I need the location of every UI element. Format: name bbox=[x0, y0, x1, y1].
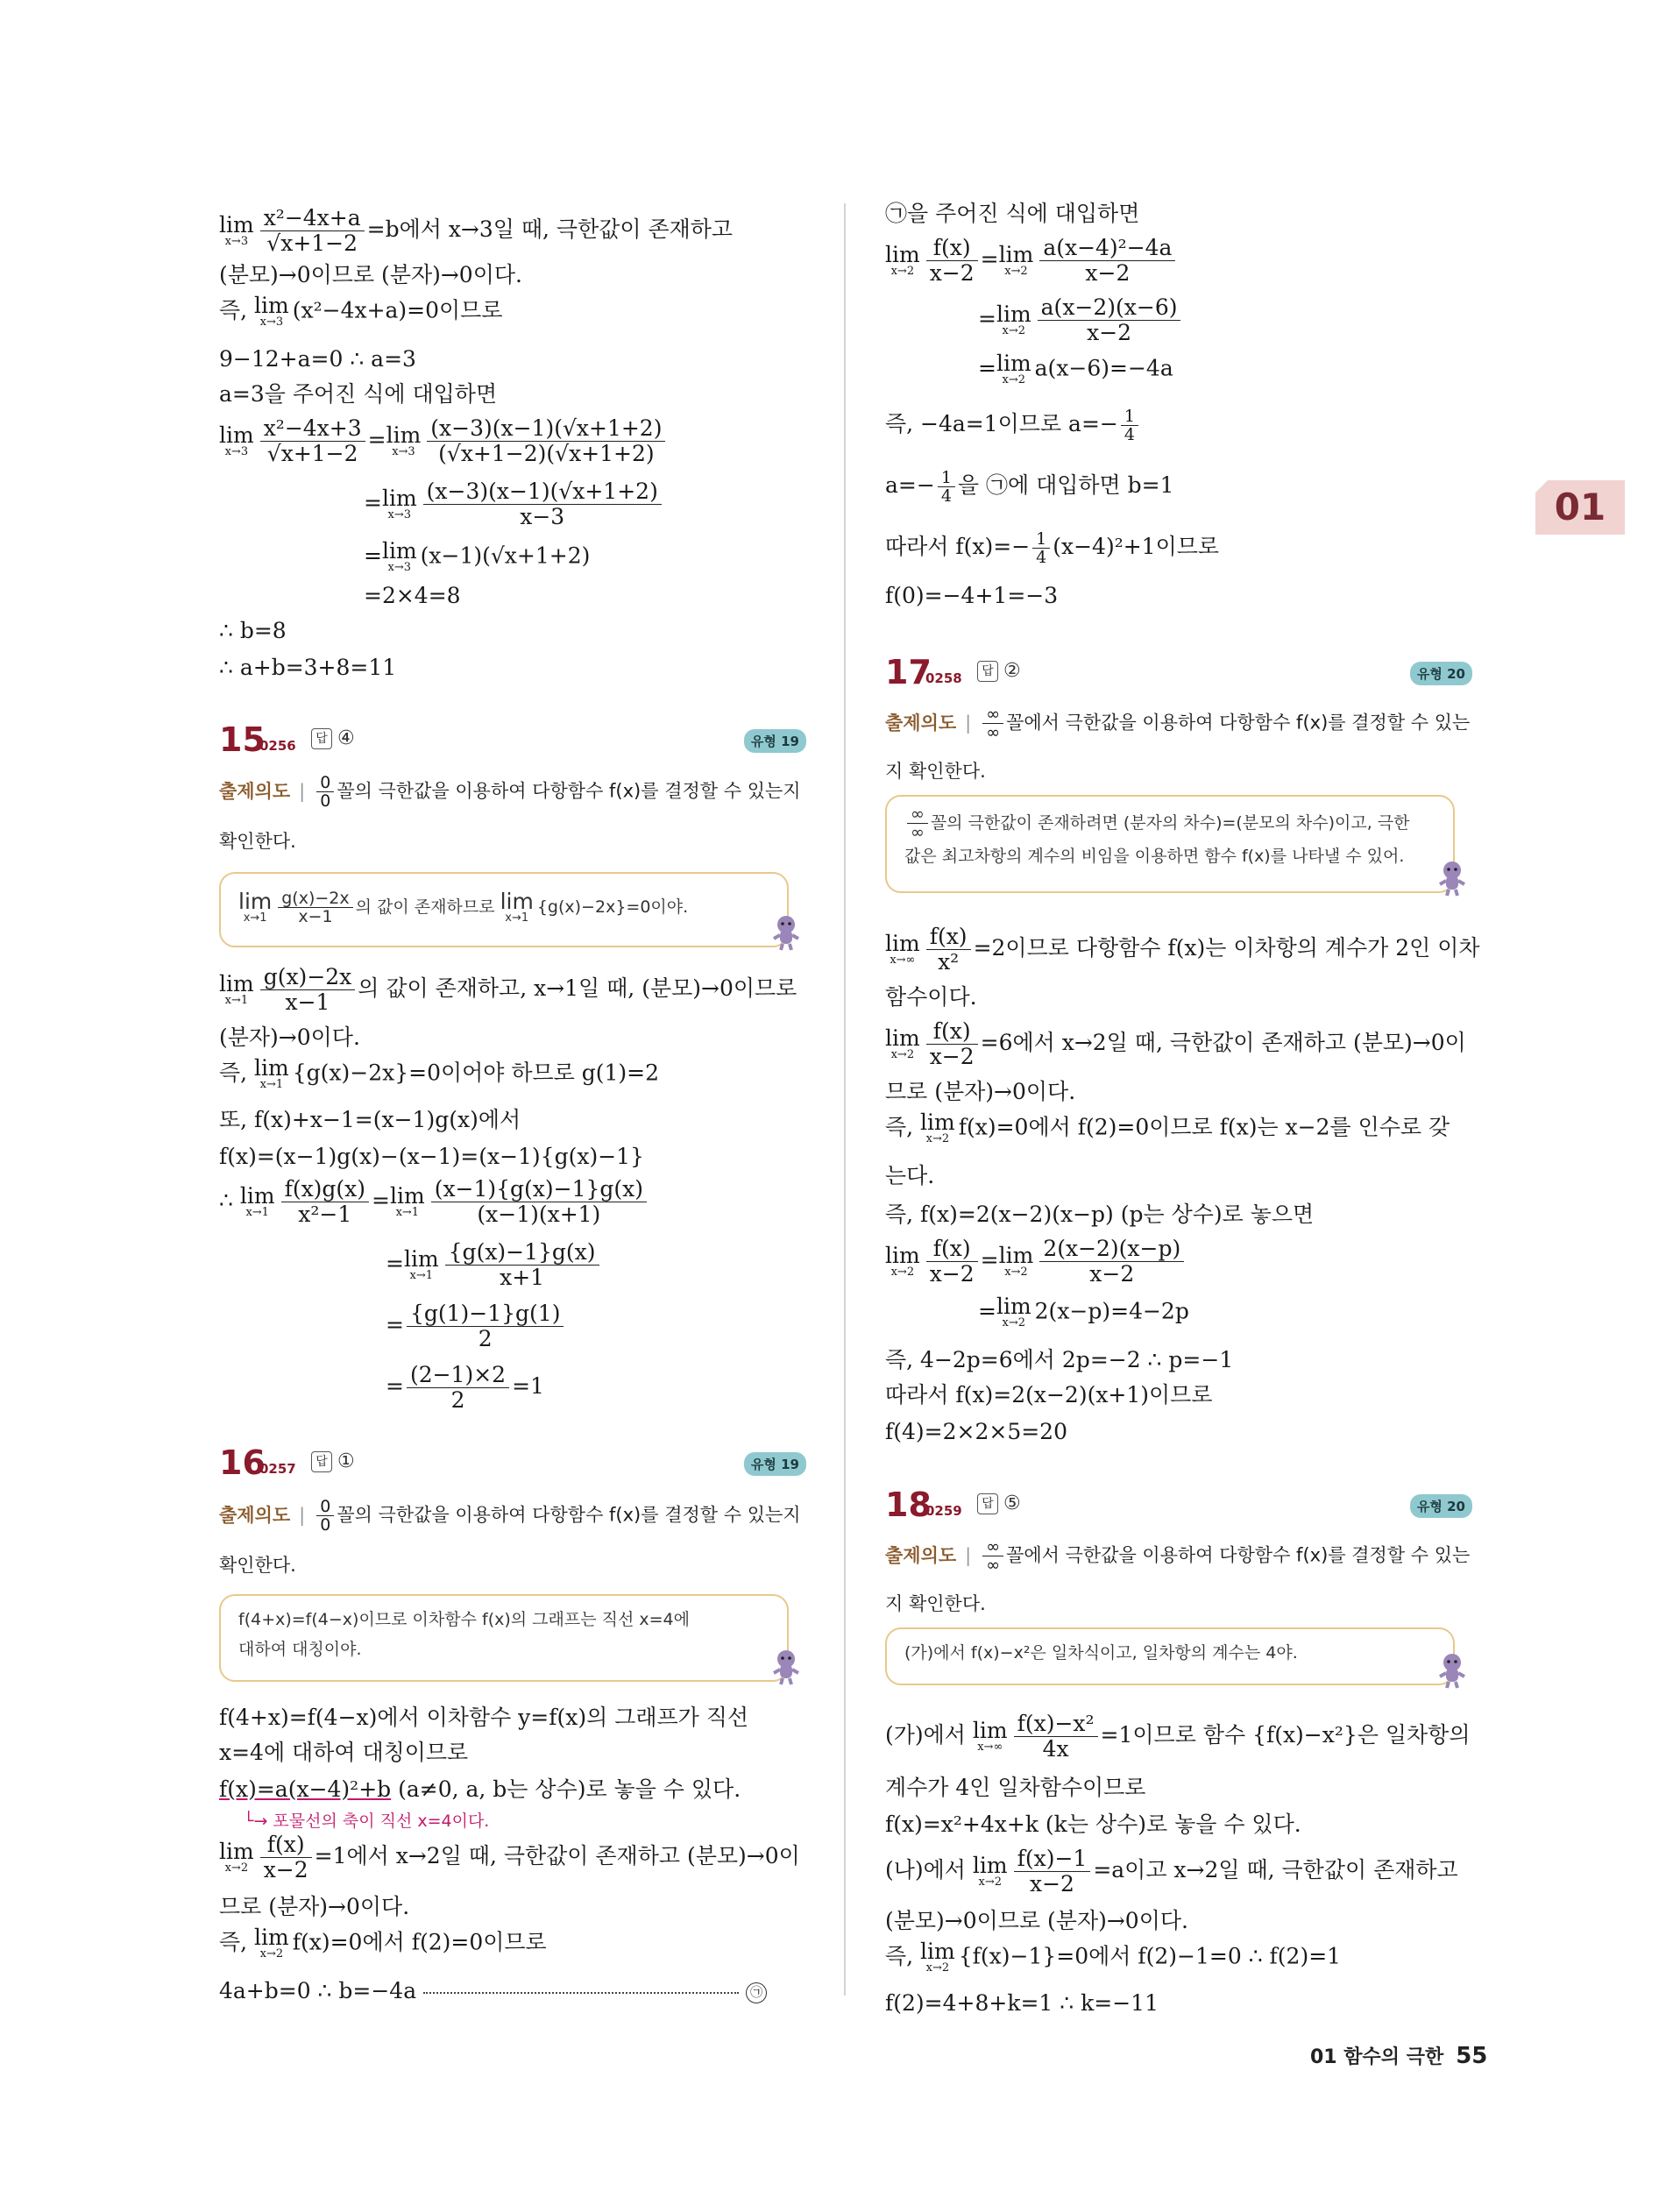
p17-line-5: 즉, lim x→2 f(x)=0에서 f(2)=0이므로 f(x)는 x−2를 인수로 갖 bbox=[885, 1110, 1450, 1145]
p16-line-6: 즉, lim x→2 f(x)=0에서 f(2)=0이므로 bbox=[219, 1925, 547, 1960]
problem-code: 0258 bbox=[925, 670, 962, 686]
p15-intent-2: 확인한다. bbox=[219, 831, 296, 852]
type-badge: 유형 20 bbox=[1410, 662, 1472, 685]
p15-line-3: 즉, lim x→1 {g(x)−2x}=0이어야 하므로 g(1)=2 bbox=[219, 1055, 660, 1091]
answer: 답 ① bbox=[311, 1450, 355, 1472]
p16-line-7: 4a+b=0 ∴ b=−4a ㉠ bbox=[219, 1976, 806, 2006]
p18-line-1: (가)에서 lim x→∞ $\frac{\text{f(x)−x²}}{4x}$ =1이므로 함수 {f(x)−x²}은 일차항의 bbox=[885, 1711, 1471, 1762]
p18-line-2: 계수가 4인 일차함수이므로 bbox=[885, 1775, 1146, 1800]
page-number: 55 bbox=[1456, 2043, 1488, 2069]
p14-line-5: a=3을 주어진 식에 대입하면 bbox=[219, 381, 498, 407]
page-footer bbox=[1310, 2042, 1487, 2069]
p18-intent: 출제의도 | $\frac{\infty}{\infty}$ 꼴에서 극한값을 이용하여 다항함수 f(x)를 결정할 수 있는 bbox=[885, 1537, 1471, 1575]
p15-line-2: (분자)→0이다. bbox=[219, 1025, 360, 1050]
p16-note: └→ 포물선의 축이 직선 x=4이다. bbox=[244, 1812, 490, 1831]
p17-line-3: lim x→2 $\frac{f(x)}{x-2}$ =6에서 x→2일 때, 극한값이 존재하고 (분모)→0이 bbox=[885, 1018, 1466, 1069]
p15-line-8: = $\frac{\{g(1)-1\}g(1)}{2}$ bbox=[386, 1301, 566, 1351]
problem-number: 15 bbox=[219, 720, 266, 759]
p18-line-5: (분모)→0이므로 (분자)→0이다. bbox=[885, 1908, 1188, 1933]
p16c-line-8: f(0)=−4+1=−3 bbox=[885, 583, 1059, 608]
p18-header bbox=[885, 1485, 1472, 1529]
p17-line-1: lim x→∞ $\frac{f(x)}{\text{x²}}$ =2이므로 다항함수 f(x)는 이차항의 계수가 2인 이차 bbox=[885, 924, 1480, 975]
p17-hint-box: $\frac{\infty}{\infty}$ 꼴의 극한값이 존재하려면 (분자의 차수)=(분모의 차수)이고, 극한 값은 최고차항의 계수의 비임을 이용하면 함수 f(x)를 나타낼 수 있어. bbox=[885, 795, 1455, 893]
p14-line-6: lim x→3 $\frac{\text{x²−4x+3}}{√x+1-2}$ = lim x→3 $\frac{(x-3)(x-1)(√x+1+2)}{(√x+1-2)(√x+1+2)}$ bbox=[219, 416, 668, 466]
limit: lim x→3 bbox=[219, 211, 254, 248]
p16c-line-1: ㉠을 주어진 식에 대입하면 bbox=[885, 201, 1140, 226]
p15-header bbox=[219, 720, 806, 764]
type-badge: 유형 20 bbox=[1410, 1494, 1472, 1518]
p16c-line-6: a=− $\frac{1}{4}$ 을 ㉠에 대입하면 b=1 bbox=[885, 468, 1174, 506]
p14-line-9: =2×4=8 bbox=[364, 583, 461, 608]
p18-line-4: (나)에서 lim x→2 $\frac{f(x)-1}{x-2}$ =a이고 x→2일 때, 극한값이 존재하고 bbox=[885, 1846, 1458, 1897]
column-divider bbox=[844, 203, 846, 1996]
p17-line-4: 므로 (분자)→0이다. bbox=[885, 1079, 1076, 1104]
p14-line-8: = lim x→3 (x−1)(√x+1+2) bbox=[364, 538, 591, 574]
p16c-line-4: = lim x→2 a(x−6)=−4a bbox=[978, 351, 1173, 386]
problem-number: 16 bbox=[219, 1443, 266, 1482]
p17-line-10: 즉, 4−2p=6에서 2p=−2 ∴ p=−1 bbox=[885, 1347, 1234, 1372]
p16c-line-7: 따라서 f(x)=− $\frac{1}{4}$ (x−4)²+1이므로 bbox=[885, 529, 1220, 567]
p17-header bbox=[885, 653, 1472, 697]
type-badge: 유형 19 bbox=[744, 729, 806, 753]
mascot-icon bbox=[1439, 1652, 1465, 1689]
problem-code: 0257 bbox=[259, 1461, 296, 1477]
chapter-tab: 01 bbox=[1535, 480, 1625, 535]
p17-intent: 출제의도 | $\frac{\infty}{\infty}$ 꼴에서 극한값을 이용하여 다항함수 f(x)를 결정할 수 있는 bbox=[885, 705, 1471, 742]
p14-line-10: ∴ b=8 bbox=[219, 618, 287, 643]
p16c-line-5: 즉, −4a=1이므로 a=− $\frac{1}{4}$ bbox=[885, 408, 1141, 443]
p15-hint-box: lim x→1 $\frac{g(x)-2x}{x-1}$ 의 값이 존재하므로 lim x→1 {g(x)−2x}=0이야. bbox=[219, 872, 789, 947]
p16-intent: 출제의도 | $\frac{0}{0}$ 꼴의 극한값을 이용하여 다항함수 f(x)를 결정할 수 있는지 bbox=[219, 1497, 801, 1535]
p14-line-1: lim x→3 $\frac{\text{x²−4x+a}}{√x+1-2}$ =b에서 x→3일 때, 극한값이 존재하고 bbox=[219, 205, 734, 256]
p15-line-6: ∴ lim x→1 $\frac{f(x)g(x)}{\text{x²−1}}$ = lim x→1 $\frac{(x-1)\{g(x)-1\}g(x)}{(x-1)(x+1)}$ bbox=[219, 1177, 649, 1227]
footer-title: 01 함수의 극한 bbox=[1310, 2046, 1444, 2068]
mascot-icon bbox=[773, 1648, 799, 1685]
p15-line-4: 또, f(x)+x−1=(x−1)g(x)에서 bbox=[219, 1107, 521, 1132]
answer-icon: 답 bbox=[311, 1451, 332, 1472]
p14-line-4: 9−12+a=0 ∴ a=3 bbox=[219, 346, 416, 372]
p16-line-2: x=4에 대하여 대칭이므로 bbox=[219, 1740, 469, 1765]
p14-line-7: = lim x→3 $\frac{(x-3)(x-1)(√x+1+2)}{x-3}$ bbox=[364, 479, 664, 529]
p14-line-11: ∴ a+b=3+8=11 bbox=[219, 655, 397, 680]
p17-line-7: 즉, f(x)=2(x−2)(x−p) (p는 상수)로 놓으면 bbox=[885, 1202, 1315, 1227]
problem-number: 18 bbox=[885, 1485, 932, 1524]
p15-line-7: = lim x→1 $\frac{\{g(x)-1\}g(x)}{x+1}$ bbox=[386, 1240, 602, 1290]
p17-line-11: 따라서 f(x)=2(x−2)(x+1)이므로 bbox=[885, 1382, 1213, 1407]
p17-intent-2: 지 확인한다. bbox=[885, 761, 986, 782]
p14-line-3: 즉, lim x→3 (x²−4x+a)=0이므로 bbox=[219, 293, 503, 329]
p17-line-2: 함수이다. bbox=[885, 984, 977, 1010]
p16c-line-3: = lim x→2 $\frac{a(x-2)(x-6)}{x-2}$ bbox=[978, 295, 1183, 345]
ref-mark: ㉠ bbox=[746, 1982, 767, 2003]
answer: 답 ② bbox=[977, 660, 1021, 682]
p18-line-3: f(x)=x²+4x+k (k는 상수)로 놓을 수 있다. bbox=[885, 1812, 1301, 1837]
p16c-line-2: lim x→2 $\frac{f(x)}{x-2}$ = lim x→2 $\frac{\text{a(x−4)²−4a}}{x-2}$ bbox=[885, 236, 1178, 286]
p16-line-5: 므로 (분자)→0이다. bbox=[219, 1894, 410, 1919]
p18-hint-box: (가)에서 f(x)−x²은 일차식이고, 일차항의 계수는 4야. bbox=[885, 1627, 1455, 1685]
answer-icon: 답 bbox=[977, 661, 998, 682]
p15-line-1: lim x→1 $\frac{g(x)-2x}{x-1}$ 의 값이 존재하고, x→1일 때, (분모)→0이므로 bbox=[219, 964, 797, 1015]
mascot-icon bbox=[773, 914, 799, 951]
problem-code: 0256 bbox=[259, 738, 296, 754]
p14-line-2: (분모)→0이므로 (분자)→0이다. bbox=[219, 262, 522, 287]
p18-line-7: f(2)=4+8+k=1 ∴ k=−11 bbox=[885, 1990, 1159, 2016]
leader-dots bbox=[423, 1992, 739, 1994]
p17-line-8: lim x→2 $\frac{f(x)}{x-2}$ = lim x→2 $\frac{2(x-2)(x-p)}{x-2}$ bbox=[885, 1237, 1187, 1287]
p15-line-9: = $\frac{(2-1)\times 2}{2}$ =1 bbox=[386, 1362, 544, 1413]
type-badge: 유형 19 bbox=[744, 1452, 806, 1476]
p18-line-6: 즉, lim x→2 {f(x)−1}=0에서 f(2)−1=0 ∴ f(2)=1 bbox=[885, 1939, 1342, 1975]
problem-code: 0259 bbox=[925, 1503, 962, 1519]
p16-line-1: f(4+x)=f(4−x)에서 이차함수 y=f(x)의 그래프가 직선 bbox=[219, 1705, 749, 1730]
p16-header bbox=[219, 1443, 806, 1487]
answer-icon: 답 bbox=[977, 1493, 998, 1514]
p18-intent-2: 지 확인한다. bbox=[885, 1593, 986, 1614]
p16-line-3: f(x)=a(x−4)²+b (a≠0, a, b는 상수)로 놓을 수 있다. bbox=[219, 1776, 741, 1802]
problem-number: 17 bbox=[885, 653, 932, 691]
p17-line-6: 는다. bbox=[885, 1163, 935, 1188]
p16-intent-2: 확인한다. bbox=[219, 1555, 296, 1576]
p17-line-9: = lim x→2 2(x−p)=4−2p bbox=[978, 1294, 1189, 1329]
p17-line-12: f(4)=2×2×5=20 bbox=[885, 1419, 1067, 1444]
answer-icon: 답 bbox=[311, 728, 332, 749]
p16-line-4: lim x→2 $\frac{f(x)}{x-2}$ =1에서 x→2일 때, 극한값이 존재하고 (분모)→0이 bbox=[219, 1832, 800, 1882]
p16-hint-box: f(4+x)=f(4−x)이므로 이차함수 f(x)의 그래프는 직선 x=4에 대하여 대칭이야. bbox=[219, 1594, 789, 1682]
answer: 답 ④ bbox=[311, 727, 355, 749]
p15-line-5: f(x)=(x−1)g(x)−(x−1)=(x−1){g(x)−1} bbox=[219, 1144, 644, 1169]
mascot-icon bbox=[1439, 860, 1465, 897]
p15-intent: 출제의도 | $\frac{0}{0}$ 꼴의 극한값을 이용하여 다항함수 f(x)를 결정할 수 있는지 bbox=[219, 773, 801, 811]
answer: 답 ⑤ bbox=[977, 1493, 1021, 1514]
